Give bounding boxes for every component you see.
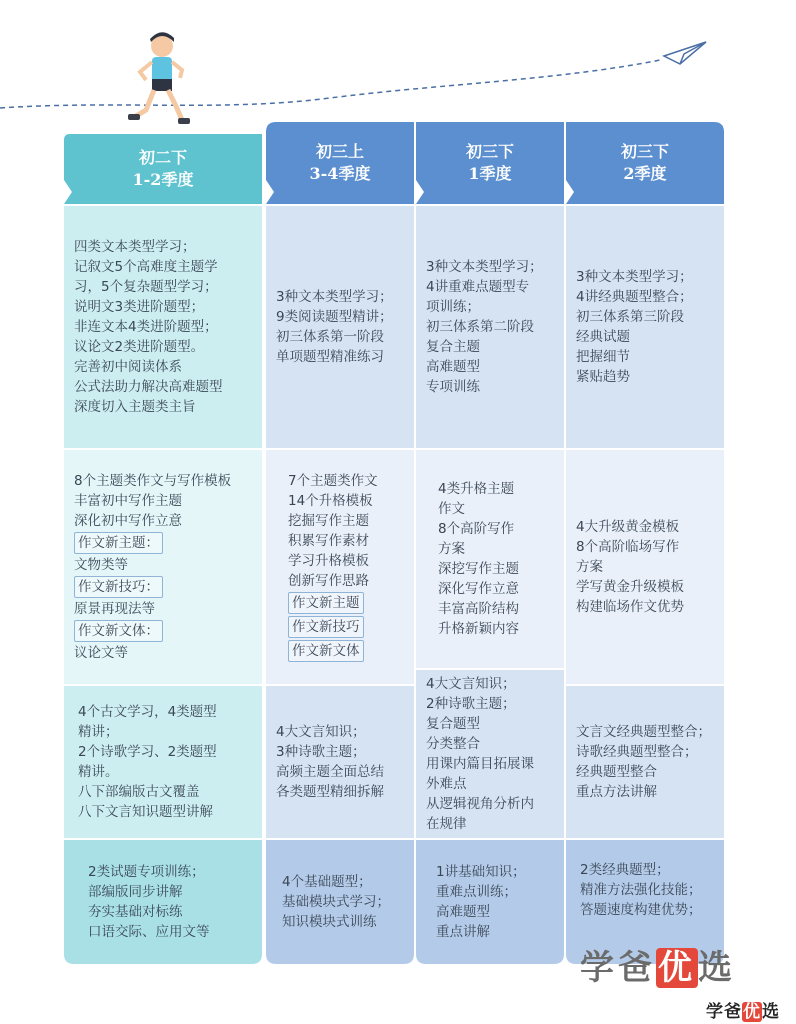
logo-highlight: 优 [743,1002,761,1022]
watermark-logo-large [580,940,736,989]
writing-cell-col2 [266,450,414,684]
cell-line: 外难点 [426,776,467,792]
tag-new-style: 作文新文体 [288,640,364,662]
cell-line: 部编版同步讲解 [88,884,183,900]
column-header-2-season: 3-4季度 [309,164,371,183]
cell-line: 复合主题 [426,339,480,355]
tag-new-theme: 作文新主题 [288,592,364,614]
cell-line: 原景再现法等 [74,601,155,617]
cell-line: 完善初中阅读体系 [74,359,182,375]
cell-line: 2类经典题型； [580,862,670,878]
cell-line: 单项题型精准练习 [276,349,384,365]
cell-line: 非连文本4类进阶题型； [74,319,218,335]
cell-line: 4大升级黄金模板 [576,519,680,535]
cell-line: 14个升格模板 [288,493,373,509]
cell-line: 作文 [438,501,465,517]
cell-line: 9类阅读题型精讲； [276,309,393,325]
cell-line: 创新写作思路 [288,573,369,589]
tag-new-technique: 作文新技巧 [288,616,364,638]
cell-line: 议论文等 [74,645,128,661]
cell-line: 挖掘写作主题 [288,513,369,529]
cell-line: 深挖写作主题 [438,561,519,577]
column-header-4-grade: 初三下 [620,142,669,161]
column-header-4 [566,122,724,204]
cell-line: 方案 [438,541,465,557]
column-header-2 [266,122,414,204]
column-header-4-season: 2季度 [623,164,667,183]
classical-cell-col3 [416,670,564,838]
cell-line: 在规律 [426,816,467,832]
cell-line: 答题速度构建优势； [580,902,702,918]
logo-text: 选 [762,1002,780,1022]
writing-cell-col3 [416,450,564,668]
cell-line: 从逻辑视角分析内 [426,796,534,812]
cell-line: 丰富初中写作主题 [74,493,182,509]
logo-text: 选 [698,948,736,988]
cell-line: 积累写作素材 [288,533,369,549]
cell-line: 精讲； [78,724,119,740]
cell-line: 8个高阶临场写作 [576,539,680,555]
cell-line: 说明文3类进阶题型； [74,299,205,315]
cell-line: 初三体系第一阶段 [276,329,384,345]
classical-cell-col1 [64,686,262,838]
cell-line: 丰富高阶结构 [438,601,519,617]
cell-line: 深化写作立意 [438,581,519,597]
tag-new-style: 作文新文体： [74,620,163,642]
reading-cell-col1 [64,206,262,448]
cell-line: 基础模块式学习； [282,894,390,910]
cell-line: 夯实基础对标练 [88,904,183,920]
cell-line: 知识模块式训练 [282,914,377,930]
cell-line: 4个基础题型； [282,874,372,890]
cell-line: 方案 [576,559,603,575]
cell-line: 各类题型精细拆解 [276,784,384,800]
cell-line: 高难题型 [436,904,490,920]
cell-line: 初三体系第二阶段 [426,319,534,335]
cell-line: 经典试题 [576,329,630,345]
cell-line: 3种诗歌主题； [276,744,366,760]
cell-line: 项训练； [426,299,480,315]
cell-line: 紧贴趋势 [576,369,630,385]
reading-cell-col2 [266,206,414,448]
cell-line: 八下部编版古文覆盖 [78,784,200,800]
cell-line: 1讲基础知识； [436,864,526,880]
cell-line: 分类整合 [426,736,480,752]
cell-line: 文物类等 [74,557,128,573]
cell-line: 口语交际、应用文等 [88,924,210,940]
cell-line: 2个诗歌学习、2类题型 [78,744,217,760]
cell-line: 高频主题全面总结 [276,764,384,780]
column-header-1-season: 1-2季度 [132,170,194,189]
writing-cell-col4 [566,450,724,684]
cell-line: 高难题型 [426,359,480,375]
cell-line: 8个主题类作文与写作模板 [74,473,232,489]
watermark-logo-small [706,997,780,1022]
logo-highlight: 优 [658,948,696,988]
basics-cell-col3 [416,840,564,964]
cell-line: 重点方法讲解 [576,784,657,800]
cell-line: 4类升格主题 [438,481,515,497]
cell-line: 7个主题类作文 [288,473,378,489]
cell-line: 2种诗歌主题； [426,696,516,712]
cell-line: 初三体系第三阶段 [576,309,684,325]
cell-line: 构建临场作文优势 [576,599,684,615]
cell-line: 精讲。 [78,764,119,780]
classical-cell-col4 [566,686,724,838]
cell-line: 3种文本类型学习； [426,259,543,275]
cell-line: 4大文言知识； [426,676,516,692]
cell-line: 记叙文5个高难度主题学 [74,259,218,275]
cell-line: 八下文言知识题型讲解 [78,804,213,820]
basics-cell-col1 [64,840,262,964]
reading-cell-col4 [566,206,724,448]
cell-line: 复合题型 [426,716,480,732]
cell-line: 把握细节 [576,349,630,365]
cell-line: 4个古文学习，4类题型 [78,704,217,720]
classical-cell-col2 [266,686,414,838]
cell-line: 学习升格模板 [288,553,369,569]
cell-line: 8个高阶写作 [438,521,515,537]
basics-cell-col2 [266,840,414,964]
column-header-2-grade: 初三上 [315,142,364,161]
cell-line: 2类试题专项训练； [88,864,205,880]
column-header-3-grade: 初三下 [465,142,514,161]
logo-text: 学爸 [580,948,656,988]
cell-line: 用课内篇目拓展课 [426,756,534,772]
column-header-3 [416,122,564,204]
logo-text: 学爸 [706,1002,742,1022]
cell-line: 诗歌经典题型整合； [576,744,698,760]
tag-new-technique: 作文新技巧： [74,576,163,598]
cell-line: 学写黄金升级模板 [576,579,684,595]
cell-line: 3种文本类型学习； [276,289,393,305]
writing-cell-col1 [64,450,262,684]
cell-line: 3种文本类型学习； [576,269,693,285]
column-header-3-season: 1季度 [468,164,512,183]
cell-line: 公式法助力解决高难题型 [74,379,223,395]
column-header-1 [64,134,262,204]
cell-line: 重点讲解 [436,924,490,940]
cell-line: 重难点训练； [436,884,517,900]
cell-line: 精准方法强化技能； [580,882,702,898]
cell-line: 4大文言知识； [276,724,366,740]
cell-line: 升格新颖内容 [438,621,519,637]
cell-line: 4讲重难点题型专 [426,279,530,295]
cell-line: 专项训练 [426,379,480,395]
cell-line: 深化初中写作立意 [74,513,182,529]
tag-new-theme: 作文新主题： [74,532,163,554]
cell-line: 文言文经典题型整合； [576,724,711,740]
cell-line: 习，5个复杂题型学习； [74,279,218,295]
column-header-1-grade: 初二下 [138,148,187,167]
reading-cell-col3 [416,206,564,448]
basics-cell-col4 [566,840,724,940]
cell-line: 四类文本类型学习； [74,239,196,255]
cell-line: 议论文2类进阶题型。 [74,339,205,355]
cell-line: 深度切入主题类主旨 [74,399,196,415]
cell-line: 经典题型整合 [576,764,657,780]
cell-line: 4讲经典题型整合； [576,289,693,305]
